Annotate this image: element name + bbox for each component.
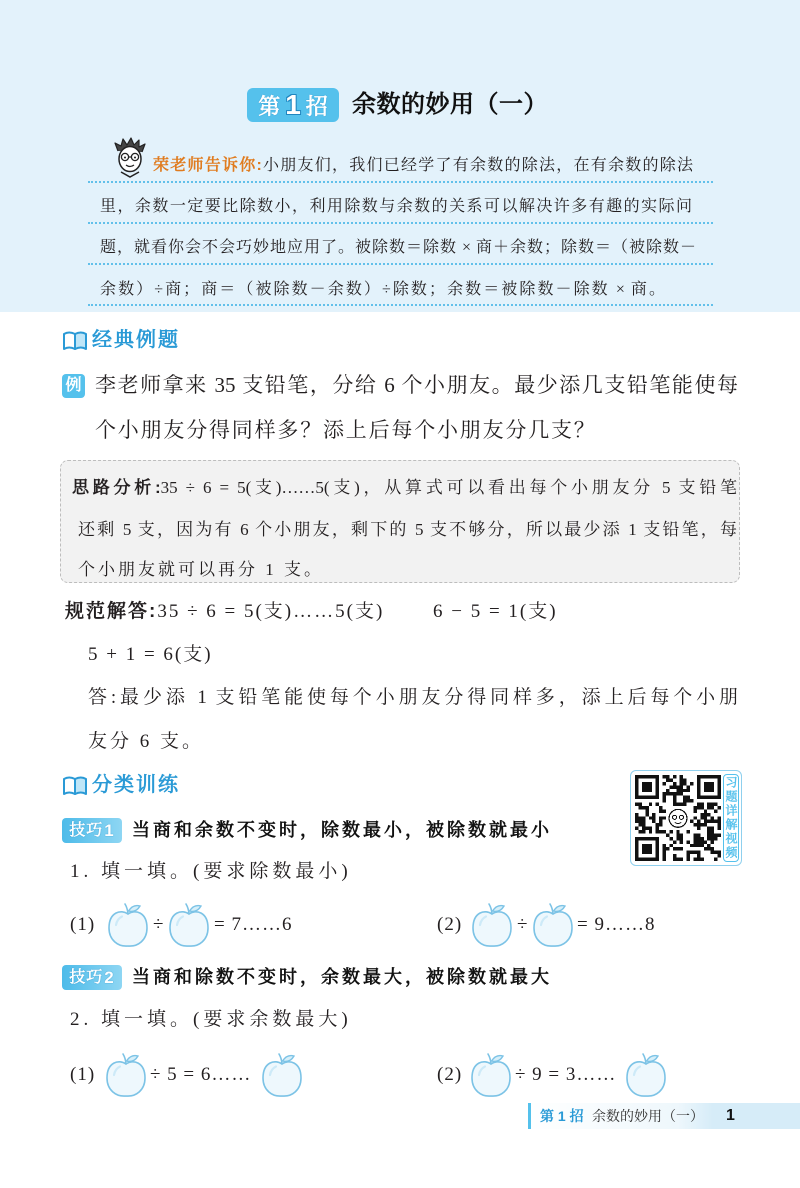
dotted-rule	[88, 263, 713, 265]
exercise-title-2: 2. 填一填。(要求余数最大)	[70, 1009, 352, 1030]
apple-blank-icon	[470, 902, 514, 948]
solution-line-1	[65, 598, 384, 626]
dotted-rule	[88, 304, 713, 306]
solution-answer-line-1: 答:最少添 1 支铅笔能使每个小朋友分得同样多，添上后每个小朋	[88, 687, 738, 708]
page-footer	[528, 1103, 800, 1129]
exercise-1-item-2-label: (2)	[437, 914, 463, 935]
solution-step-2: 6 − 5 = 1(支)	[433, 601, 558, 622]
exercise-1-item-2-operator: ÷	[517, 914, 529, 935]
example-badge: 例	[62, 374, 85, 398]
exercise-2-item-1-label: (1)	[70, 1064, 96, 1085]
analysis-label: 思路分析:	[72, 478, 161, 497]
analysis-text: 35 ÷ 6 = 5(支)……5(支)，从算式可以看出每个小朋友分 5 支铅笔	[160, 478, 737, 497]
skill-tip-1: 当商和余数不变时，除数最小，被除数就最小	[132, 820, 552, 840]
teacher-tip-line-1	[153, 154, 693, 178]
teacher-avatar-icon	[110, 136, 150, 178]
skill-badge-label: 技巧	[69, 969, 104, 986]
exercise-1-item-2-result: = 9……8	[577, 914, 656, 935]
section-heading-training: 分类训练	[92, 774, 180, 796]
page-number: 1	[726, 1107, 735, 1124]
section-heading-examples: 经典例题	[92, 329, 180, 351]
skill-badge-number: 2	[104, 968, 115, 987]
teacher-tip-line-4: 余数）÷商；商＝（被除数－余数）÷除数；余数＝被除数－除数 × 商。	[100, 281, 665, 298]
skill-tip-2: 当商和除数不变时，余数最大，被除数就最大	[132, 967, 552, 987]
book-icon	[62, 775, 88, 797]
example-question-line-2: 个小朋友分得同样多？添上后每个小朋友分几支？	[95, 418, 597, 442]
teacher-tip-line-3: 题，就看你会不会巧妙地应用了。被除数＝除数 × 商＋余数；除数＝（被除数－	[100, 239, 696, 256]
analysis-line-2: 还剩 5 支，因为有 6 个小朋友，剩下的 5 支不够分，所以最少添 1 支铅笔，每	[78, 520, 737, 539]
qr-caption: 习题详解视频	[724, 776, 738, 860]
solution-label: 规范解答:	[65, 601, 158, 622]
analysis-line-1	[72, 475, 737, 501]
skill-badge-number: 1	[104, 821, 115, 840]
lesson-badge-number: 1	[285, 89, 301, 120]
solution-step-3: 5 + 1 = 6(支)	[88, 644, 213, 665]
skill-badge-2	[62, 965, 122, 990]
exercise-1-item-1-operator: ÷	[153, 914, 165, 935]
skill-badge-label: 技巧	[69, 822, 104, 839]
footer-title: 余数的妙用（一）	[592, 1108, 704, 1124]
footer-chapter: 第 1 招	[540, 1108, 584, 1124]
teacher-tip-line-2: 里，余数一定要比除数小，利用除数与余数的关系可以解决许多有趣的实际问	[100, 198, 692, 215]
teacher-tip-text: 小朋友们，我们已经学了有余数的除法，在有余数的除法	[261, 157, 693, 174]
teacher-tip-speaker: 荣老师告诉你:	[153, 157, 262, 174]
exercise-2-item-2-expression: ÷ 9 = 3……	[515, 1064, 617, 1085]
apple-blank-icon	[260, 1052, 304, 1098]
apple-blank-icon	[531, 902, 575, 948]
exercise-1-item-1-label: (1)	[70, 914, 96, 935]
exercise-1-item-1-result: = 7……6	[214, 914, 293, 935]
apple-blank-icon	[106, 902, 150, 948]
apple-blank-icon	[624, 1052, 668, 1098]
lesson-badge	[247, 88, 339, 122]
exercise-2-item-2-label: (2)	[437, 1064, 463, 1085]
example-question-line-1: 李老师拿来 35 支铅笔，分给 6 个小朋友。最少添几支铅笔能使每	[95, 373, 738, 397]
qr-code-panel	[630, 770, 742, 866]
dotted-rule	[88, 181, 713, 183]
analysis-line-3: 个小朋友就可以再分 1 支。	[78, 560, 324, 579]
apple-blank-icon	[167, 902, 211, 948]
book-icon	[62, 330, 88, 352]
lesson-badge-suffix: 招	[305, 93, 328, 119]
lesson-title: 余数的妙用（一）	[352, 91, 548, 118]
footer-accent-bar	[528, 1103, 531, 1129]
skill-badge-1	[62, 818, 122, 843]
solution-answer-line-2: 友分 6 支。	[88, 731, 205, 752]
solution-step-1: 35 ÷ 6 = 5(支)……5(支)	[157, 601, 385, 622]
dotted-rule	[88, 222, 713, 224]
exercise-2-item-1-expression: ÷ 5 = 6……	[150, 1064, 252, 1085]
exercise-title-1: 1. 填一填。(要求除数最小)	[70, 861, 352, 882]
qr-code	[635, 775, 721, 861]
lesson-badge-prefix: 第	[258, 93, 281, 119]
apple-blank-icon	[469, 1052, 513, 1098]
apple-blank-icon	[104, 1052, 148, 1098]
